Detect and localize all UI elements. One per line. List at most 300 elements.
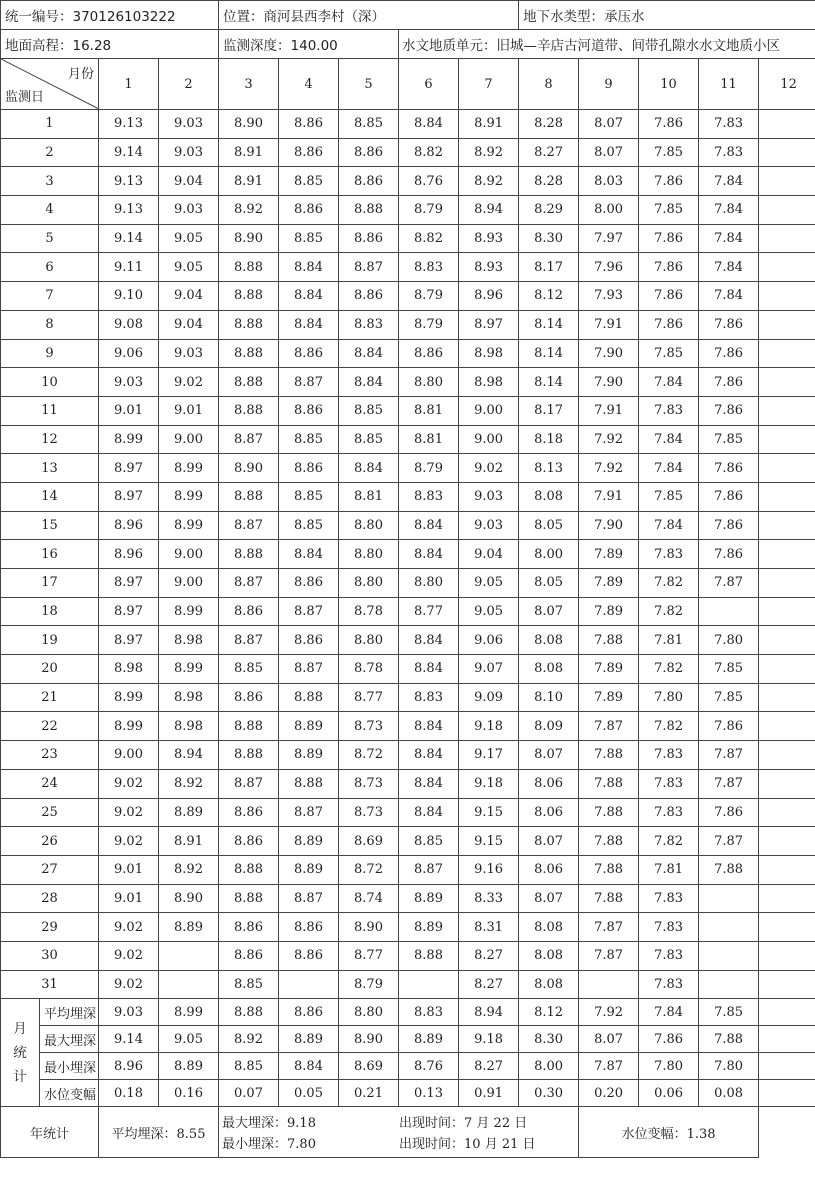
day-label: 12 [1,425,99,454]
depth-cell: 8.28 [519,167,579,196]
month-header-5: 5 [339,59,399,110]
depth-cell: 7.86 [639,224,699,253]
depth-cell: 7.86 [639,167,699,196]
depth-cell: 9.04 [159,282,219,311]
table-row [1,425,815,454]
depth-cell: 8.78 [339,597,399,626]
depth-cell: 7.80 [639,683,699,712]
depth-cell: 8.31 [459,913,519,942]
day-axis-label: 监测日 [5,90,45,105]
depth-cell: 7.86 [699,511,759,540]
depth-cell: 7.87 [579,913,639,942]
month-header-6: 6 [399,59,459,110]
monthly-stat-char: 计 [13,1068,27,1085]
depth-cell: 9.00 [459,396,519,425]
depth-cell: 7.84 [639,368,699,397]
depth-cell: 7.89 [579,683,639,712]
month-header-row [1,59,815,110]
depth-cell: 7.82 [639,597,699,626]
depth-cell: 8.92 [159,769,219,798]
depth-cell [759,454,815,483]
depth-cell [699,941,759,970]
depth-cell: 7.83 [639,396,699,425]
depth-cell: 8.87 [219,626,279,655]
monthly-stat-cell: 0.07 [219,1080,279,1107]
depth-cell: 8.83 [399,253,459,282]
depth-cell: 8.08 [519,482,579,511]
monthly-stat-cell: 7.88 [699,1026,759,1053]
depth-cell [759,569,815,598]
depth-cell: 8.85 [279,511,339,540]
hydrogeologic-unit-value: 旧城—辛店古河道带、间带孔隙水水文地质小区 [496,38,781,54]
depth-cell: 7.82 [639,569,699,598]
depth-cell [699,913,759,942]
depth-cell: 8.86 [339,282,399,311]
depth-cell: 8.87 [219,569,279,598]
corner-cell [1,59,99,110]
depth-cell: 8.85 [279,167,339,196]
day-label: 17 [1,569,99,598]
table-row [1,569,815,598]
depth-cell: 9.00 [159,425,219,454]
depth-cell: 9.02 [99,769,159,798]
depth-cell: 7.80 [699,626,759,655]
table-row [1,253,815,282]
depth-cell: 8.76 [399,167,459,196]
location-label: 位置： [223,9,264,25]
depth-cell: 8.97 [99,597,159,626]
monitoring-depth-value: 140.00 [290,38,338,54]
depth-cell: 7.93 [579,282,639,311]
depth-cell: 8.88 [219,741,279,770]
depth-cell: 8.88 [219,884,279,913]
depth-cell: 8.89 [279,855,339,884]
depth-cell: 8.08 [519,655,579,684]
depth-cell: 9.06 [459,626,519,655]
depth-cell: 7.84 [639,454,699,483]
table-row [1,626,815,655]
depth-cell: 8.88 [219,339,279,368]
depth-cell: 7.83 [699,110,759,139]
depth-cell: 7.86 [699,396,759,425]
depth-cell: 8.85 [219,655,279,684]
depth-cell [699,884,759,913]
depth-cell [759,253,815,282]
monthly-stat-cell: 9.03 [99,999,159,1026]
monthly-stat-cell: 8.88 [219,999,279,1026]
depth-cell: 8.98 [159,683,219,712]
depth-cell: 8.07 [519,741,579,770]
depth-cell: 8.82 [399,138,459,167]
depth-cell: 8.83 [339,310,399,339]
depth-cell: 9.18 [459,769,519,798]
depth-cell: 7.84 [699,224,759,253]
depth-cell [159,941,219,970]
depth-cell: 8.88 [219,396,279,425]
depth-cell: 8.97 [99,569,159,598]
depth-cell: 8.84 [279,253,339,282]
depth-cell: 8.84 [279,540,339,569]
depth-cell: 7.90 [579,511,639,540]
depth-cell: 9.02 [99,941,159,970]
depth-cell [759,310,815,339]
depth-cell: 8.86 [219,827,279,856]
depth-cell: 8.27 [459,970,519,999]
depth-cell: 8.29 [519,196,579,225]
depth-cell [759,741,815,770]
table-row [1,167,815,196]
location-cell [219,1,519,30]
depth-cell: 9.13 [99,196,159,225]
depth-cell [759,110,815,139]
depth-cell: 8.80 [339,511,399,540]
depth-cell: 9.05 [459,569,519,598]
month-header-11: 11 [699,59,759,110]
monthly-stat-cell: 8.96 [99,1053,159,1080]
monthly-stat-cell: 8.99 [159,999,219,1026]
depth-cell [759,482,815,511]
depth-cell [759,884,815,913]
monthly-stat-cell: 9.05 [159,1026,219,1053]
monthly-stat-char: 统 [13,1044,27,1061]
depth-cell: 9.06 [99,339,159,368]
depth-cell: 9.08 [99,310,159,339]
depth-cell: 8.86 [279,110,339,139]
depth-cell: 8.17 [519,253,579,282]
depth-cell: 8.98 [459,368,519,397]
depth-cell: 8.82 [399,224,459,253]
depth-cell: 8.80 [399,569,459,598]
depth-cell [759,769,815,798]
depth-cell: 7.96 [579,253,639,282]
depth-cell: 8.86 [279,569,339,598]
depth-cell: 8.86 [279,339,339,368]
depth-cell: 8.84 [399,540,459,569]
depth-cell: 8.33 [459,884,519,913]
depth-cell: 7.88 [579,798,639,827]
depth-cell: 7.89 [579,597,639,626]
depth-cell: 7.89 [579,569,639,598]
depth-cell: 9.03 [159,110,219,139]
day-label: 21 [1,683,99,712]
depth-cell: 9.15 [459,827,519,856]
day-label: 23 [1,741,99,770]
depth-cell: 9.03 [159,138,219,167]
depth-cell: 8.73 [339,798,399,827]
depth-cell: 8.92 [459,138,519,167]
table-row [1,282,815,311]
depth-cell: 8.07 [579,110,639,139]
annual-extremes [219,1107,579,1158]
depth-cell: 9.02 [99,970,159,999]
depth-cell: 8.86 [279,626,339,655]
monthly-stat-cell: 9.14 [99,1026,159,1053]
monthly-stat-cell: 8.89 [279,1026,339,1053]
monthly-stat-cell: 0.21 [339,1080,399,1107]
depth-cell: 7.97 [579,224,639,253]
day-label: 19 [1,626,99,655]
depth-cell: 8.77 [339,683,399,712]
depth-cell: 7.86 [699,339,759,368]
annual-min-time: 出现时间：10 月 21 日 [399,1137,536,1153]
day-label: 6 [1,253,99,282]
depth-cell: 8.72 [339,855,399,884]
month-header-3: 3 [219,59,279,110]
depth-cell: 8.86 [339,224,399,253]
day-label: 16 [1,540,99,569]
depth-cell [759,224,815,253]
monitoring-depth-cell [219,30,399,59]
depth-cell: 8.13 [519,454,579,483]
depth-cell: 8.89 [399,884,459,913]
depth-cell: 8.97 [459,310,519,339]
depth-cell: 8.89 [159,798,219,827]
day-label: 28 [1,884,99,913]
monthly-stat-cell: 0.06 [639,1080,699,1107]
depth-cell: 8.84 [399,655,459,684]
depth-cell: 9.07 [459,655,519,684]
depth-cell: 8.99 [159,655,219,684]
ground-elevation-value: 16.28 [72,38,112,54]
depth-cell: 7.88 [579,769,639,798]
depth-cell: 8.06 [519,855,579,884]
depth-cell: 9.04 [459,540,519,569]
monthly-stat-cell: 9.18 [459,1026,519,1053]
depth-cell: 8.99 [99,425,159,454]
depth-cell: 7.82 [639,827,699,856]
monthly-stat-cell: 0.05 [279,1080,339,1107]
depth-cell: 7.89 [579,655,639,684]
depth-cell: 8.69 [339,827,399,856]
monthly-stat-cell: 0.18 [99,1080,159,1107]
depth-cell: 8.12 [519,282,579,311]
depth-cell: 8.92 [219,196,279,225]
depth-cell: 7.84 [639,511,699,540]
depth-cell: 7.85 [699,683,759,712]
table-row [1,482,815,511]
depth-cell [579,970,639,999]
depth-cell: 8.86 [219,597,279,626]
depth-cell: 8.77 [339,941,399,970]
table-row [1,540,815,569]
month-header-8: 8 [519,59,579,110]
depth-cell: 9.03 [459,482,519,511]
depth-cell: 7.87 [699,569,759,598]
day-label: 22 [1,712,99,741]
depth-cell: 7.82 [639,712,699,741]
depth-cell: 8.92 [159,855,219,884]
depth-cell: 8.80 [339,540,399,569]
depth-cell: 9.03 [159,196,219,225]
depth-cell: 8.79 [399,282,459,311]
monthly-stat-cell: 8.83 [399,999,459,1026]
table-row [1,196,815,225]
depth-cell: 9.02 [459,454,519,483]
depth-cell: 9.01 [99,884,159,913]
monthly-stat-cell: 7.80 [699,1053,759,1080]
station-id-cell [1,1,219,30]
depth-cell [759,167,815,196]
monthly-stat-cell [759,1053,815,1080]
depth-cell: 9.03 [99,368,159,397]
depth-cell: 8.89 [279,741,339,770]
day-label: 1 [1,110,99,139]
depth-cell: 8.84 [399,110,459,139]
depth-cell: 9.13 [99,110,159,139]
depth-cell: 8.87 [339,253,399,282]
depth-cell [759,827,815,856]
depth-cell [759,626,815,655]
depth-cell: 7.85 [639,138,699,167]
depth-cell: 9.02 [99,798,159,827]
monthly-stat-cell: 8.86 [279,999,339,1026]
table-row [1,884,815,913]
depth-cell: 7.88 [579,855,639,884]
month-axis-label: 月份 [67,67,94,82]
depth-cell: 8.96 [99,511,159,540]
depth-cell: 8.79 [399,454,459,483]
depth-cell [759,970,815,999]
day-label: 10 [1,368,99,397]
monthly-stat-row [1,1026,815,1053]
depth-cell: 7.84 [699,196,759,225]
monthly-stat-row [1,1053,815,1080]
depth-cell: 7.83 [639,913,699,942]
depth-cell: 7.92 [579,454,639,483]
table-row [1,310,815,339]
day-label: 3 [1,167,99,196]
day-label: 29 [1,913,99,942]
depth-cell: 8.86 [339,167,399,196]
table-row [1,110,815,139]
day-label: 7 [1,282,99,311]
depth-cell: 8.89 [159,913,219,942]
monthly-stat-cell: 0.30 [519,1080,579,1107]
depth-cell: 9.13 [99,167,159,196]
depth-cell [759,540,815,569]
depth-cell: 8.99 [159,511,219,540]
day-label: 9 [1,339,99,368]
depth-cell [759,339,815,368]
depth-cell: 8.87 [219,511,279,540]
depth-cell: 7.86 [699,368,759,397]
depth-cell [759,396,815,425]
depth-cell: 8.91 [219,167,279,196]
depth-cell: 8.73 [339,769,399,798]
depth-cell: 7.86 [699,454,759,483]
month-header-12: 12 [759,59,815,110]
depth-cell: 9.05 [459,597,519,626]
depth-cell: 7.88 [579,741,639,770]
depth-cell: 8.86 [219,798,279,827]
depth-cell: 8.27 [459,941,519,970]
table-row [1,368,815,397]
depth-cell: 8.80 [339,569,399,598]
depth-cell: 9.14 [99,138,159,167]
depth-cell: 8.94 [459,196,519,225]
depth-cell: 8.84 [399,712,459,741]
depth-cell: 7.86 [699,712,759,741]
annual-stat-row [1,1107,815,1158]
monthly-stat-cell: 8.07 [579,1026,639,1053]
depth-cell: 8.00 [579,196,639,225]
table-row [1,454,815,483]
monthly-stat-cell: 0.16 [159,1080,219,1107]
depth-cell: 8.86 [279,396,339,425]
depth-cell [759,941,815,970]
day-label: 31 [1,970,99,999]
depth-cell: 9.03 [159,339,219,368]
table-row [1,827,815,856]
depth-cell: 7.88 [699,855,759,884]
depth-cell: 7.83 [639,741,699,770]
depth-cell: 8.84 [279,282,339,311]
depth-cell: 8.98 [159,712,219,741]
depth-cell: 8.06 [519,798,579,827]
depth-cell: 8.97 [99,454,159,483]
monthly-stat-cell: 8.84 [279,1053,339,1080]
depth-cell: 7.87 [699,741,759,770]
monthly-stat-cell: 0.08 [699,1080,759,1107]
month-header-1: 1 [99,59,159,110]
depth-cell: 8.88 [219,540,279,569]
groundwater-type-label: 地下水类型： [523,9,605,25]
depth-cell: 8.79 [399,196,459,225]
depth-cell: 8.87 [399,855,459,884]
depth-cell: 8.14 [519,310,579,339]
depth-cell: 8.81 [399,396,459,425]
depth-cell: 8.85 [339,396,399,425]
depth-cell: 8.86 [219,683,279,712]
monthly-stat-cell: 0.13 [399,1080,459,1107]
depth-cell: 8.86 [339,138,399,167]
day-label: 2 [1,138,99,167]
annual-max-depth: 最大埋深：9.18 [222,1116,316,1132]
depth-cell: 7.85 [639,196,699,225]
monthly-stat-cell: 8.94 [459,999,519,1026]
depth-cell: 8.87 [279,884,339,913]
station-id-value: 370126103222 [72,9,176,25]
ground-elevation-cell [1,30,219,59]
monthly-stat-cell: 8.12 [519,999,579,1026]
monthly-stat-cell: 8.30 [519,1026,579,1053]
depth-cell: 8.89 [399,913,459,942]
depth-cell: 7.86 [639,310,699,339]
depth-cell: 8.07 [519,827,579,856]
depth-cell: 8.87 [219,425,279,454]
monthly-stat-cell: 7.80 [639,1053,699,1080]
station-id-label: 统一编号： [5,9,73,25]
depth-cell: 8.88 [219,368,279,397]
header-row-2 [1,30,815,59]
depth-cell: 8.05 [519,511,579,540]
depth-cell: 7.86 [699,482,759,511]
depth-cell: 8.86 [219,913,279,942]
depth-cell: 8.30 [519,224,579,253]
depth-cell: 8.85 [279,224,339,253]
depth-cell: 8.91 [159,827,219,856]
monthly-stat-cell: 8.90 [339,1026,399,1053]
monthly-stat-cell: 7.87 [579,1053,639,1080]
depth-cell: 8.98 [99,655,159,684]
depth-cell: 8.92 [459,167,519,196]
depth-cell: 7.82 [639,655,699,684]
depth-cell: 9.01 [99,396,159,425]
table-row [1,855,815,884]
depth-cell: 7.90 [579,339,639,368]
depth-cell: 9.05 [159,253,219,282]
depth-cell: 8.88 [219,253,279,282]
